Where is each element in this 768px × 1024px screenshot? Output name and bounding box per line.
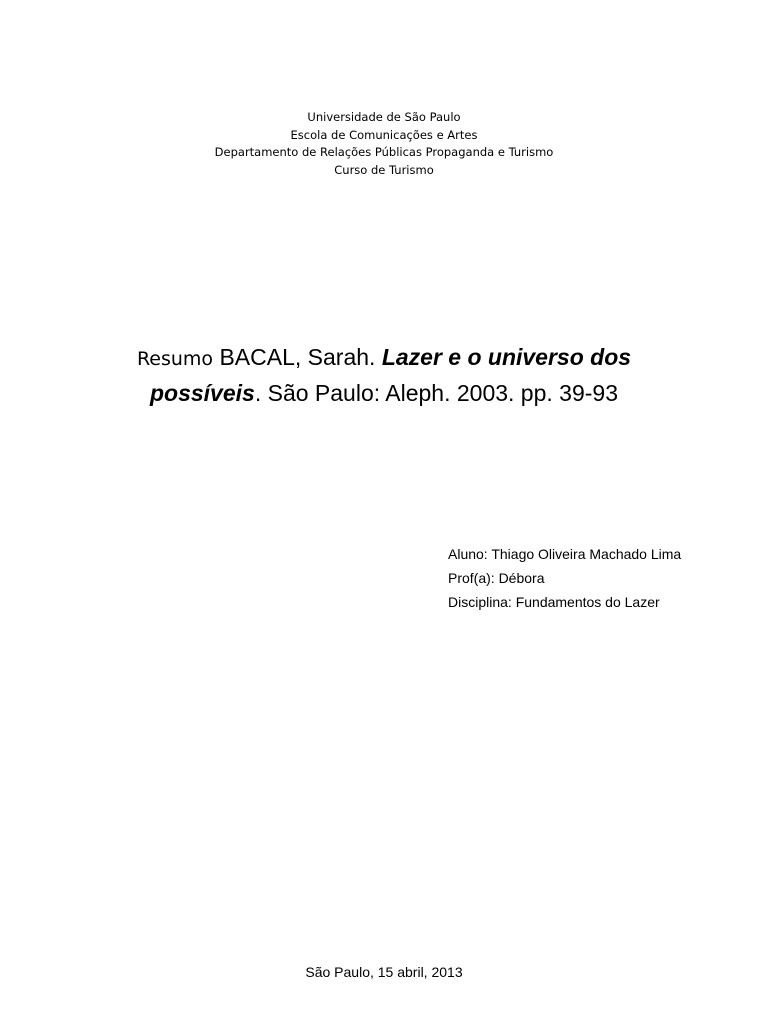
discipline-name: Disciplina: Fundamentos do Lazer (448, 594, 660, 610)
school-name: Escola de Comunicações e Artes (290, 127, 478, 142)
title-publication: . São Paulo: Aleph. 2003. pp. 39-93 (254, 380, 618, 406)
student-name: Aluno: Thiago Oliveira Machado Lima (448, 546, 682, 562)
place-date: São Paulo, 15 abril, 2013 (305, 964, 463, 980)
institution-header (0, 109, 768, 179)
title-work: Lazer e o universo dos possíveis (149, 344, 632, 406)
department-name: Departamento de Relações Públicas Propaganda e Turismo (214, 145, 554, 159)
student-info-block (448, 542, 681, 614)
course-name: Curso de Turismo (334, 162, 434, 177)
document-title (120, 340, 648, 410)
title-author: BACAL, Sarah. (213, 344, 382, 370)
title-prefix: Resumo (136, 348, 214, 370)
professor-name: Prof(a): Débora (448, 570, 545, 586)
university-name: Universidade de São Paulo (307, 110, 461, 124)
